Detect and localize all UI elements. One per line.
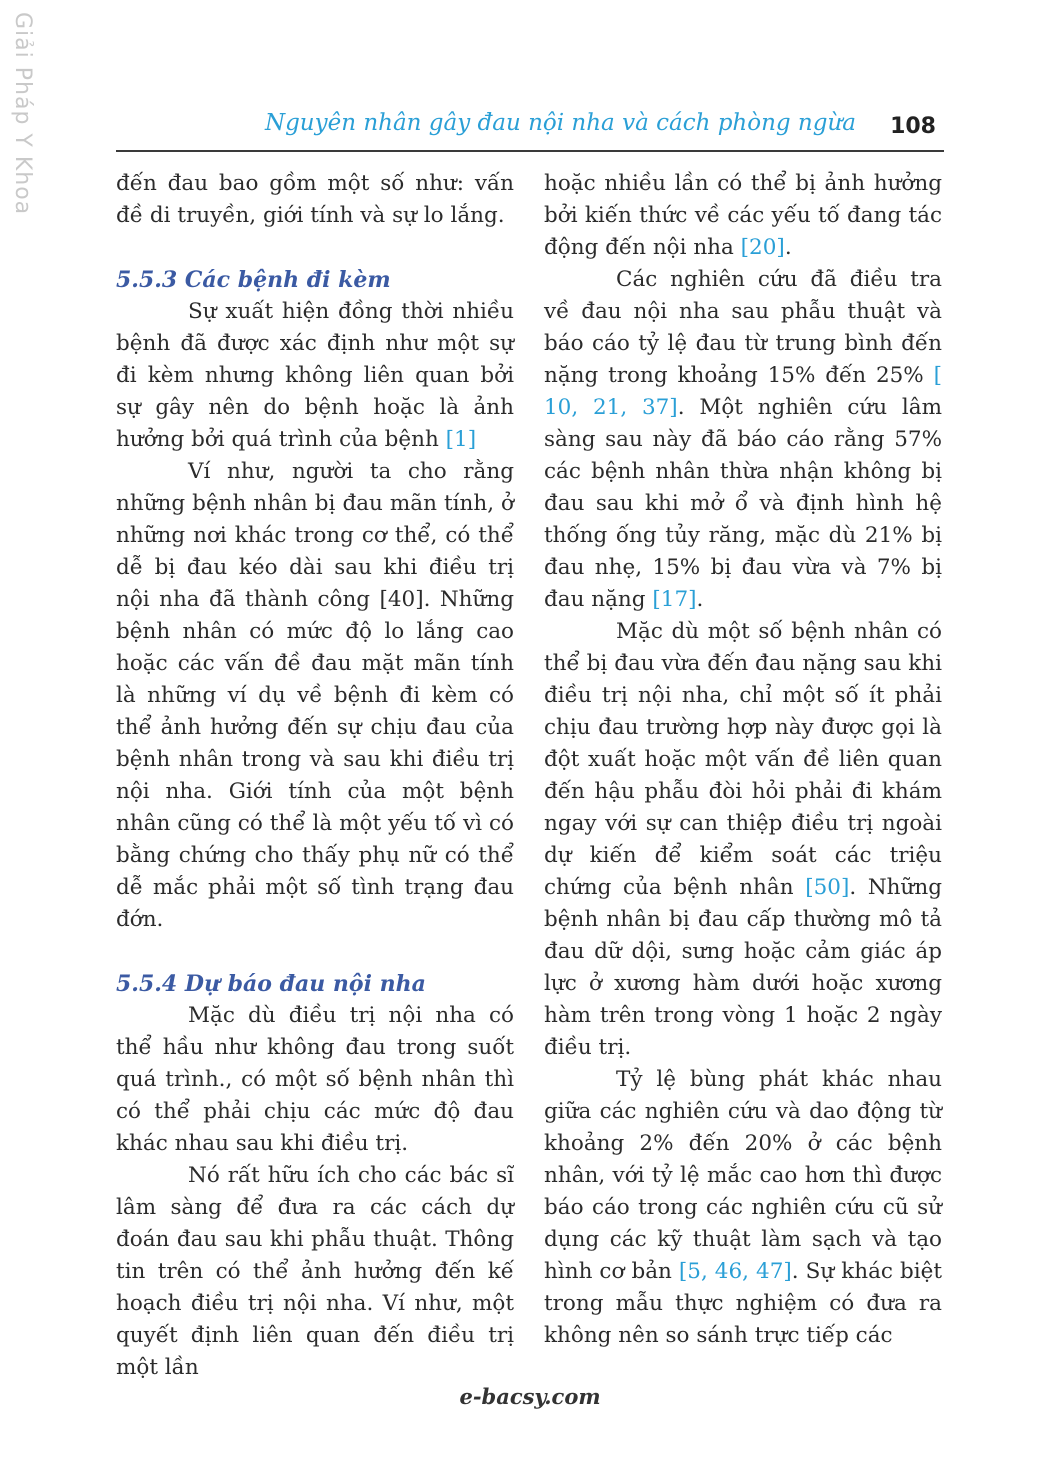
paragraph-text: .	[784, 235, 792, 260]
footer-site-name: e-bacsy.com	[459, 1384, 601, 1409]
right-column	[544, 168, 942, 1352]
paragraph-text: . Những bệnh nhân bị đau cấp thường mô tả đau dữ dội, sưng hoặc cảm giác áp lực ở xương hàm dưới hoặc xương hàm trên trong vòng 1 hoặc 2 ngày điều trị.	[544, 875, 942, 1060]
paragraph	[544, 1064, 942, 1352]
paragraph	[544, 616, 942, 1064]
citation-link[interactable]: [1]	[445, 427, 477, 452]
paragraph-text: Các nghiên cứu đã điều tra về đau nội nha sau phẫu thuật và báo cáo tỷ lệ đau từ trung bình đến nặng trong khoảng 15% đến 25%	[544, 267, 942, 388]
paragraph: Mặc dù điều trị nội nha có thể hầu như không đau trong suốt quá trình., có một số bệnh nhân thì có thể phải chịu các mức độ đau khác nhau sau khi điều trị.	[116, 1003, 514, 1156]
paragraph: đến đau bao gồm một số như: vấn đề di truyền, giới tính và sự lo lắng.	[116, 171, 514, 228]
running-title: Nguyên nhân gây đau nội nha và cách phòng ngừa	[264, 110, 856, 136]
page-number: 108	[890, 114, 936, 139]
citation-link[interactable]: [5, 46, 47]	[678, 1259, 792, 1284]
paragraph-text: Tỷ lệ bùng phát khác nhau giữa các nghiên cứu và dao động từ khoảng 2% đến 20% ở các bệnh nhân, với tỷ lệ mắc cao hơn thì được báo cáo trong các nghiên cứu cũ sử dụng các kỹ thuật làm sạch và tạo hình cơ bản	[544, 1067, 942, 1284]
paragraph-text: Mặc dù một số bệnh nhân có thể bị đau vừa đến đau nặng sau khi điều trị nội nha, chỉ một số ít phải chịu đau trường hợp này được gọi là đột xuất hoặc một vấn đề liên quan đến hậu phẫu đòi hỏi phải đi khám ngay với sự can thiệp điều trị ngoài dự kiến để kiểm soát các triệu chứng của bệnh nhân	[544, 619, 942, 900]
citation-link[interactable]: [20]	[740, 235, 785, 260]
paragraph-text: Sự xuất hiện đồng thời nhiều bệnh đã được xác định như một sự đi kèm nhưng không liên quan bởi sự gây nên do bệnh hoặc là ảnh hưởng bởi quá trình của bệnh	[116, 299, 514, 452]
paragraph: Ví như, người ta cho rằng những bệnh nhân bị đau mãn tính, ở những nơi khác trong cơ thể, có thể dễ bị đau kéo dài sau khi điều trị nội nha đã thành công [40]. Những bệnh nhân có mức độ lo lắng cao hoặc các vấn đề đau mặt mãn tính là những ví dụ về bệnh đi kèm có thể ảnh hưởng đến sự chịu đau của bệnh nhân trong và sau khi điều trị nội nha. Giới tính của một bệnh nhân cũng có thể là một yếu tố vì có bằng chứng cho thấy phụ nữ có thể dễ mắc phải một số tình trạng đau đớn.	[116, 459, 514, 932]
left-column	[116, 168, 514, 1384]
citation-link[interactable]: [17]	[652, 587, 697, 612]
citation-link[interactable]: [ 10, 21, 37]	[544, 363, 942, 420]
paragraph-text: . Sự khác biệt trong mẫu thực nghiệm có đưa ra không nên so sánh trực tiếp các	[544, 1259, 942, 1348]
side-brand-text: Giải Pháp Y Khoa	[10, 12, 35, 216]
paragraph	[544, 168, 942, 264]
section-heading: 5.5.3 Các bệnh đi kèm	[116, 267, 391, 293]
citation-link[interactable]: [50]	[805, 875, 850, 900]
paragraph-text: hoặc nhiều lần có thể bị ảnh hưởng bởi kiến thức về các yếu tố đang tác động đến nội nha	[544, 171, 942, 260]
side-brand-watermark	[6, 12, 40, 216]
paragraph	[116, 296, 514, 456]
section-heading: 5.5.4 Dự báo đau nội nha	[116, 971, 426, 997]
running-header	[116, 110, 944, 152]
paragraph-text: . Một nghiên cứu lâm sàng sau này đã báo cáo rằng 57% các bệnh nhân thừa nhận không bị đau sau khi mở ổ và định hình hệ thống ống tủy răng, mặc dù 21% bị đau nhẹ, 15% bị đau vừa và 7% bị đau nặng	[544, 395, 942, 612]
paragraph	[544, 264, 942, 616]
paragraph: Nó rất hữu ích cho các bác sĩ lâm sàng để đưa ra các cách dự đoán đau sau khi phẫu thuật. Thông tin trên có thể ảnh hưởng đến kế hoạch điều trị nội nha. Ví như, một quyết định liên quan đến điều trị một lần	[116, 1163, 514, 1380]
paragraph-text: .	[696, 587, 704, 612]
